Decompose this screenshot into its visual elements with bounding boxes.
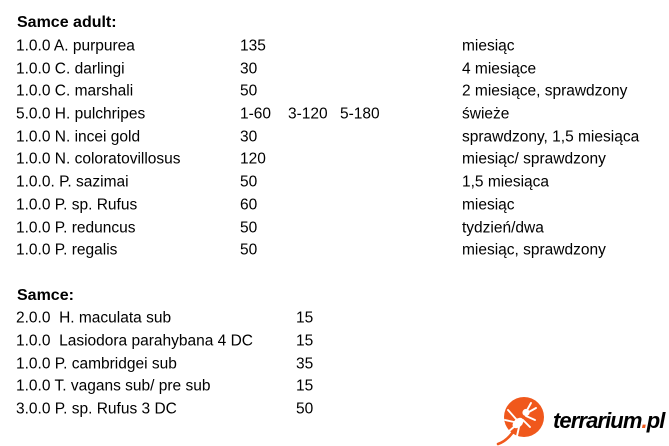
- table-row: [0, 125, 669, 148]
- table-row: [0, 171, 669, 194]
- price-cell: 60: [240, 196, 258, 214]
- table-row: [0, 194, 669, 217]
- logo-text: [553, 408, 664, 434]
- table-row: [0, 375, 669, 398]
- species-cell: 1.0.0. P. sazimai: [16, 173, 129, 191]
- logo-text-tld: pl: [646, 408, 665, 433]
- table-row: [0, 80, 669, 103]
- condition-cell: miesiąc, sprawdzony: [462, 241, 606, 259]
- table-row: [0, 352, 669, 375]
- species-cell: 3.0.0 P. sp. Rufus 3 DC: [16, 400, 177, 418]
- price-cell: 50: [296, 400, 314, 418]
- section-heading: Samce adult:: [17, 14, 117, 32]
- section-heading-row: [0, 12, 669, 35]
- price-cell: 15: [296, 309, 314, 327]
- species-cell: 1.0.0 P. sp. Rufus: [16, 196, 138, 214]
- species-cell: 1.0.0 C. marshali: [16, 82, 134, 100]
- table-row: [0, 307, 669, 330]
- condition-cell: 1,5 miesiąca: [462, 173, 550, 191]
- price-cell: 5-180: [340, 105, 380, 123]
- species-cell: 1.0.0 N. coloratovillosus: [16, 150, 181, 168]
- species-cell: 1.0.0 A. purpurea: [16, 37, 135, 55]
- price-listing: [0, 12, 669, 420]
- table-row: [0, 57, 669, 80]
- spider-icon: [496, 396, 548, 446]
- species-cell: 1.0.0 Lasiodora parahybana 4 DC: [16, 332, 253, 350]
- logo-text-main: terrarium: [553, 408, 642, 433]
- condition-cell: 2 miesiące, sprawdzony: [462, 82, 628, 100]
- condition-cell: miesiąc/ sprawdzony: [462, 150, 606, 168]
- species-cell: 1.0.0 P. reduncus: [16, 218, 136, 236]
- condition-cell: miesiąc: [462, 37, 515, 55]
- price-cell: 30: [240, 128, 258, 146]
- price-cell: 50: [240, 82, 258, 100]
- section-heading-row: [0, 284, 669, 307]
- condition-cell: świeże: [462, 105, 510, 123]
- condition-cell: tydzień/dwa: [462, 218, 544, 236]
- species-cell: 1.0.0 P. regalis: [16, 241, 118, 259]
- logo: [496, 396, 669, 446]
- species-cell: 1.0.0 C. darlingi: [16, 59, 125, 77]
- price-cell: 50: [240, 173, 258, 191]
- table-row: [0, 103, 669, 126]
- table-row: [0, 239, 669, 262]
- price-cell: 15: [296, 377, 314, 395]
- price-cell: 3-120: [288, 105, 328, 123]
- table-row: [0, 216, 669, 239]
- table-row: [0, 330, 669, 353]
- table-row: [0, 148, 669, 171]
- species-cell: 1.0.0 P. cambridgei sub: [16, 354, 177, 372]
- species-cell: 5.0.0 H. pulchripes: [16, 105, 146, 123]
- condition-cell: miesiąc: [462, 196, 515, 214]
- table-row: [0, 35, 669, 58]
- price-cell: 30: [240, 59, 258, 77]
- section-0: [0, 12, 669, 262]
- logo-text-dot: .: [641, 408, 647, 433]
- species-cell: 1.0.0 T. vagans sub/ pre sub: [16, 377, 211, 395]
- price-cell: 50: [240, 218, 258, 236]
- price-cell: 50: [240, 241, 258, 259]
- price-cell: 135: [240, 37, 266, 55]
- price-cell: 120: [240, 150, 266, 168]
- section-heading: Samce:: [17, 286, 74, 304]
- species-cell: 2.0.0 H. maculata sub: [16, 309, 172, 327]
- price-cell: 15: [296, 332, 314, 350]
- species-cell: 1.0.0 N. incei gold: [16, 128, 141, 146]
- condition-cell: sprawdzony, 1,5 miesiąca: [462, 128, 640, 146]
- condition-cell: 4 miesiące: [462, 59, 537, 77]
- price-cell: 1-60: [240, 105, 272, 123]
- price-cell: 35: [296, 354, 314, 372]
